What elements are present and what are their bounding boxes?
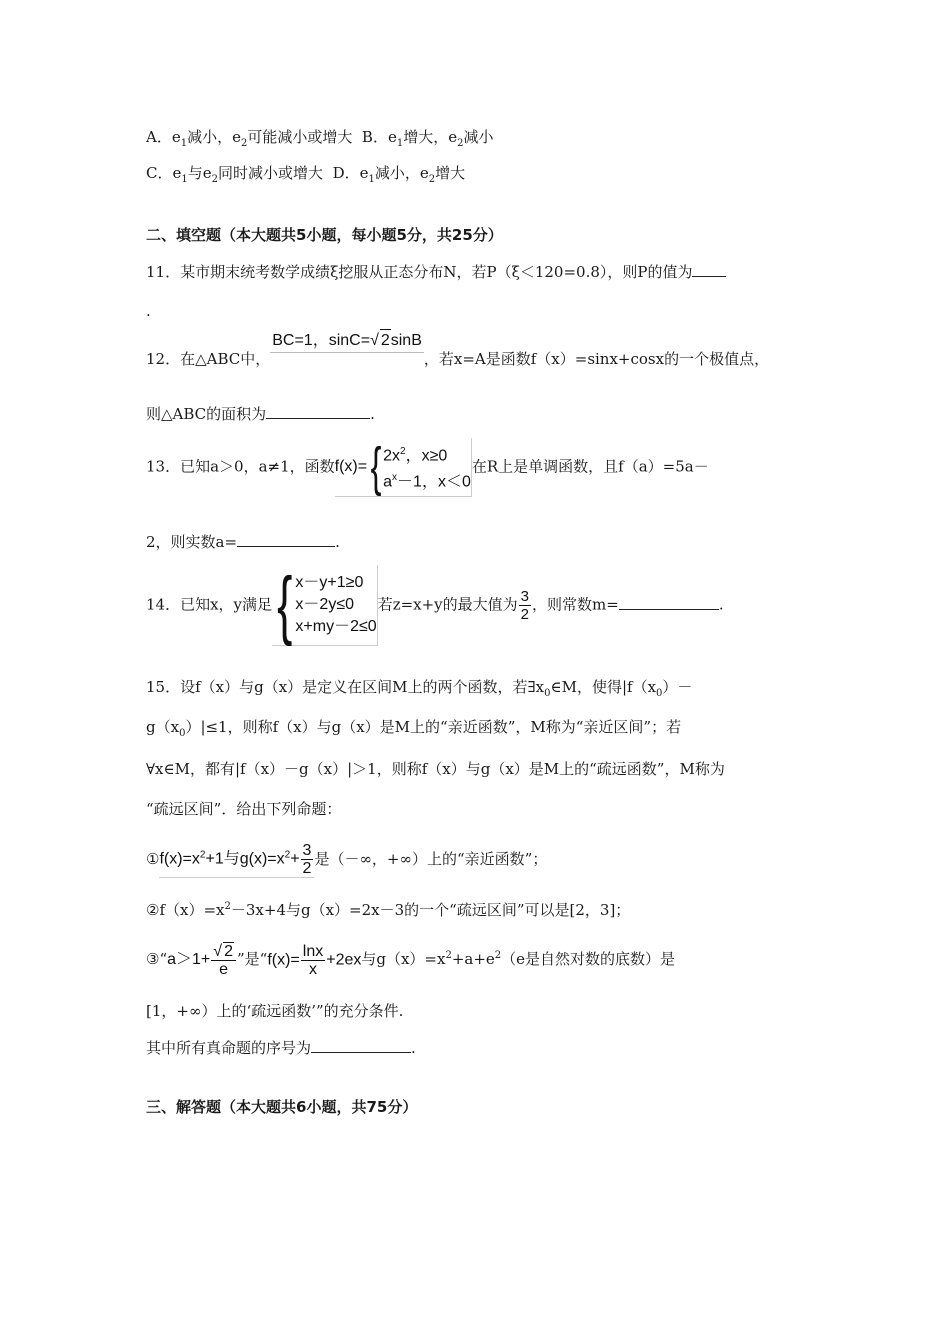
answer-blank [237, 530, 335, 547]
formula-image: f(x)= $\frac{\ln x}{x}$ +2ex [267, 942, 362, 978]
answer-blank [619, 593, 719, 610]
option-line-cd: C．$e_1$与$e_2$同时减小或增大 D．$e_1$减小，$e_2$增大 [146, 164, 466, 185]
question-12-cont: 则△ABC的面积为 . [146, 402, 375, 425]
question-12: 12．在△ABC中，BC=1，sinC=√ 2sinB，若x=A是函数f（x）=sinx+cosx的一个极值点， [146, 348, 769, 370]
question-11: 11．某市期末统考数学成绩ξ挖服从正态分布N，若P（ξ＜120=0.8），则P的值为 [146, 260, 726, 283]
proposition-2: $②f(x)=x^2-3x+4$与g（x）=2x－3的一个“疏远区间”可以是[2，3]； [146, 901, 631, 919]
proposition-3-cont: [1，+∞）上的‘疏远函数’”的充分条件. [146, 1002, 404, 1020]
formula-image: a＞1+ $\frac{√ 2}{e}$ [167, 942, 237, 978]
question-15-line2: $g(x_0)|\le 1$，则称f（x）与g（x）是M上的“亲近函数”，M称为“亲近区间”；若 [146, 718, 682, 739]
answer-blank [692, 260, 726, 277]
question-15-ask: 其中所有真命题的序号为 . [146, 1036, 416, 1059]
option-line-ab: A．$e_1$减小，$e_2$可能减小或增大 B．$e_1$增大，$e_2$减小 [146, 128, 494, 149]
question-13: 13．已知a＞0，a≠1，函数 f(x)= { $2x^2$，x≥0 $a^x-1$，x＜0 在R上是单调函数，且f（a）=5a－ [146, 437, 709, 497]
proposition-1: $①f(x)=x^2+1$与$g(x)=x^2+$ $\frac{3}{2}$ 是（－∞，+∞）上的“亲近函数”； [146, 842, 548, 877]
constraint-system: { x－y+1≥0 x－2y≤0 x+my－2≤0 [272, 565, 378, 646]
answer-blank [266, 402, 370, 419]
section-title-solutions: 三、解答题（本大题共6小题，共75分） [146, 1098, 418, 1116]
piecewise-function: f(x)= { $2x^2$，x≥0 $a^x-1$，x＜0 [334, 437, 471, 497]
question-14: 14．已知x，y满足 { x－y+1≥0 x－2y≤0 x+my－2≤0 若z=x+y的最大值为 $\frac{3}{2}$ ，则常数m= . [146, 562, 724, 647]
question-15-line4: “疏远区间”．给出下列命题： [146, 800, 342, 818]
question-15-line1: 15．设f（x）与g（x）是定义在区间M上的两个函数，若$\exists x_0\in M$，使得$|f(x_0)-$ [146, 678, 693, 699]
proposition-3: ③“a＞1+ $\frac{√ 2}{e}$ ”是“f(x)= $\frac{\ln x}{x}$ +2ex与$g(x)=x^2+a+e^2(e$是自然对数的底数）是 [146, 942, 676, 978]
formula-image: BC=1，sinC=√ 2sinB [270, 329, 424, 353]
question-15-line3: ∀x∈M，都有|f（x）－g（x）|＞1，则称f（x）与g（x）是M上的“疏远函数”，M称为 [146, 760, 725, 778]
question-13-cont: 2，则实数a= . [146, 530, 340, 553]
section-title-fill-in: 二、填空题（本大题共5小题，每小题5分，共25分） [146, 226, 503, 244]
question-11-cont: . [146, 302, 151, 320]
answer-blank [311, 1036, 411, 1053]
formula-image: $f(x)=x^2+1$与$g(x)=x^2+$ $\frac{3}{2}$ [159, 842, 314, 878]
fraction-three-halves: $\frac{3}{2}$ [520, 588, 530, 623]
